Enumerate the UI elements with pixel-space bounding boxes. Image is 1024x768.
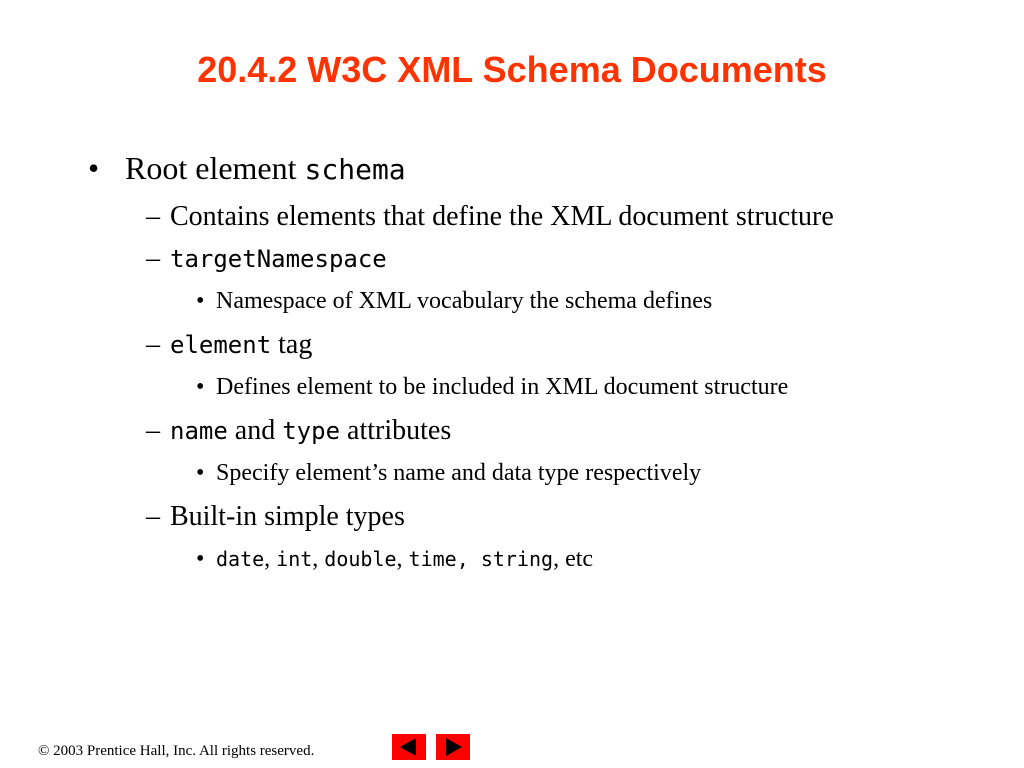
dash-marker: – bbox=[146, 415, 160, 446]
bullet-marker: • bbox=[196, 374, 205, 400]
dash-marker: – bbox=[146, 201, 160, 232]
bullet-root-code: schema bbox=[304, 153, 406, 186]
right-arrow-icon bbox=[436, 734, 470, 760]
bullet-marker: • bbox=[196, 288, 205, 314]
bullet-name-type bbox=[170, 414, 451, 448]
bullet-builtin-types: Built-in simple types bbox=[170, 501, 405, 532]
left-arrow-icon bbox=[392, 734, 426, 760]
name-type-and: and bbox=[227, 415, 283, 446]
bullet-builtin-types-list: date, int, double, time, string, etc bbox=[216, 546, 594, 572]
bullet-root-element bbox=[125, 148, 406, 190]
bullet-target-namespace-desc: Namespace of XML vocabulary the schema defines bbox=[216, 288, 713, 314]
bullet-target-namespace bbox=[170, 242, 387, 276]
previous-slide-button[interactable] bbox=[392, 734, 426, 760]
bullet-element-tag-desc: Defines element to be included in XML document structure bbox=[216, 374, 789, 400]
type-code: type bbox=[282, 417, 341, 445]
element-tag-text: tag bbox=[271, 329, 313, 360]
type-int: int bbox=[276, 547, 313, 571]
bullet-name-type-desc: Specify element’s name and data type respectively bbox=[216, 460, 702, 486]
type-string: string bbox=[480, 547, 554, 571]
bullet-root-text: Root element bbox=[125, 150, 305, 186]
element-code: element bbox=[170, 331, 272, 359]
type-date: date bbox=[216, 547, 265, 571]
type-double: double bbox=[324, 547, 397, 571]
bullet-contains: Contains elements that define the XML document structure bbox=[170, 201, 834, 232]
bullet-marker: • bbox=[196, 460, 205, 486]
bullet-element-tag bbox=[170, 328, 312, 362]
copyright-footer: © 2003 Prentice Hall, Inc. All rights reserved. bbox=[38, 743, 315, 759]
types-etc: etc bbox=[565, 546, 594, 572]
slide-title: 20.4.2 W3C XML Schema Documents bbox=[197, 49, 827, 90]
name-code: name bbox=[170, 417, 228, 445]
bullet-marker: • bbox=[88, 150, 100, 186]
target-namespace-code: targetNamespace bbox=[170, 245, 387, 273]
type-time: time bbox=[408, 547, 457, 571]
dash-marker: – bbox=[146, 501, 160, 532]
next-slide-button[interactable] bbox=[436, 734, 470, 760]
bullet-marker: • bbox=[196, 546, 205, 572]
dash-marker: – bbox=[146, 329, 160, 360]
dash-marker: – bbox=[146, 243, 160, 274]
name-type-attributes: attributes bbox=[340, 415, 452, 446]
